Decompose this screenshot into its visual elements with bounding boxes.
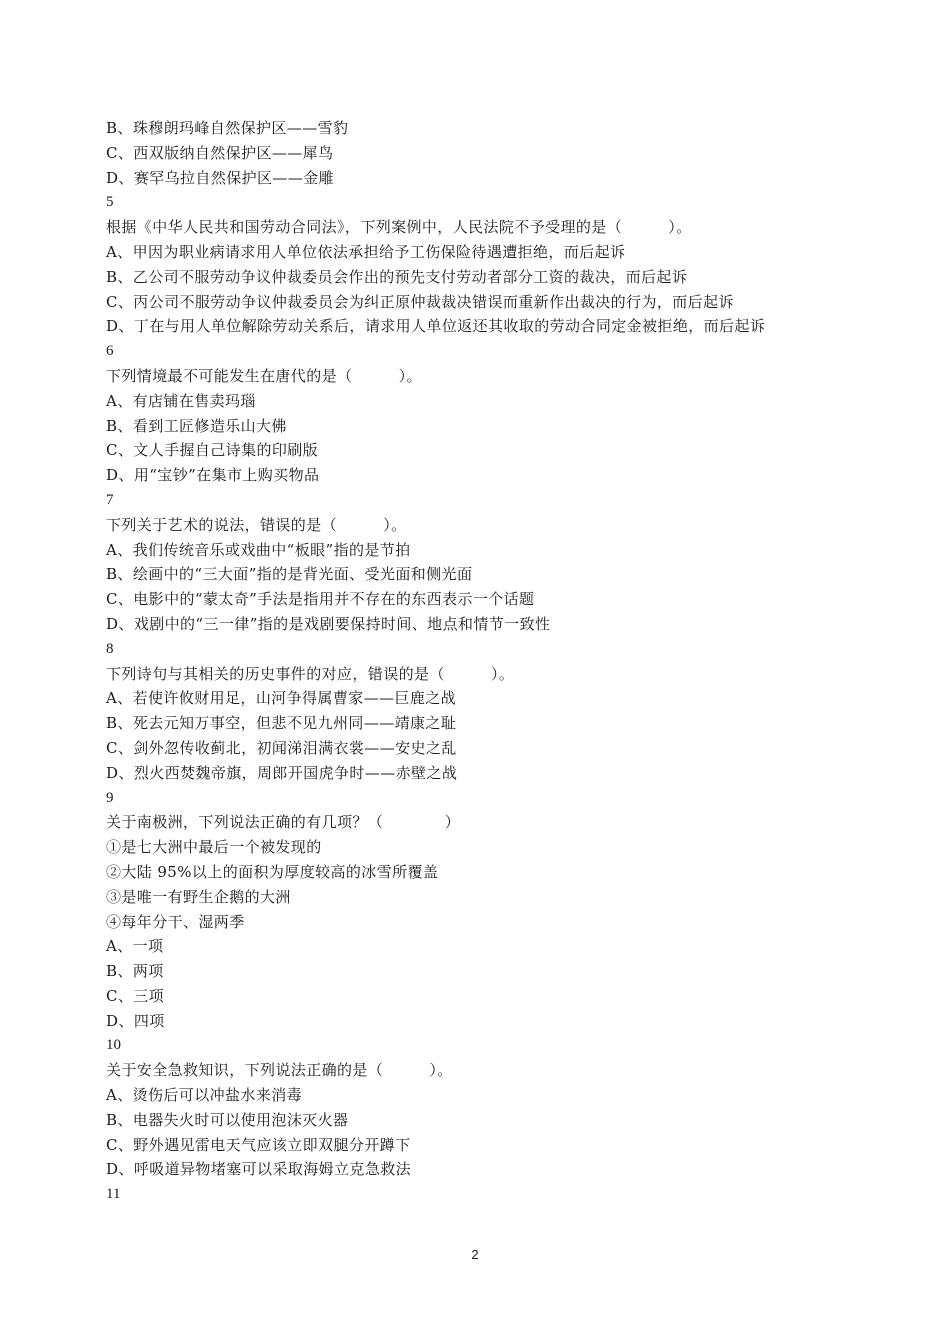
answer-option: A、烫伤后可以冲盐水来消毒: [106, 1086, 303, 1105]
question-number: 5: [106, 194, 114, 211]
answer-option: B、死去元知万事空，但悲不见九州同——靖康之耻: [106, 714, 457, 733]
answer-option: B、绘画中的“三大面”指的是背光面、受光面和侧光面: [106, 565, 473, 584]
question-number: 9: [106, 789, 114, 806]
answer-option: B、两项: [106, 962, 164, 981]
statement-item: ④每年分干、湿两季: [106, 912, 245, 931]
question-number: 8: [106, 640, 114, 657]
question-number: 11: [106, 1186, 121, 1203]
answer-option: C、文人手握自己诗集的印刷版: [106, 441, 319, 460]
statement-item: ③是唯一有野生企鹅的大洲: [106, 887, 291, 906]
answer-option: B、乙公司不服劳动争议仲裁委员会作出的预先支付劳动者部分工资的裁决，而后起诉: [106, 267, 688, 286]
answer-option: B、看到工匠修造乐山大佛: [106, 416, 287, 435]
question-number: 6: [106, 343, 114, 360]
question-stem: 关于安全急救知识，下列说法正确的是（ ）。: [106, 1061, 453, 1080]
statement-item: ①是七大洲中最后一个被发现的: [106, 838, 322, 857]
answer-option: D、四项: [106, 1011, 165, 1030]
answer-option: D、用“宝钞”在集市上购买物品: [106, 466, 320, 485]
answer-option: C、剑外忽传收蓟北，初闻涕泪满衣裳——安史之乱: [106, 738, 457, 757]
answer-option: A、有店铺在售卖玛瑙: [106, 391, 256, 410]
answer-option: A、一项: [106, 937, 164, 956]
question-stem: 下列情境最不可能发生在唐代的是（ ）。: [106, 366, 422, 385]
question-stem: 下列诗句与其相关的历史事件的对应，错误的是（ ）。: [106, 664, 515, 683]
answer-option: C、三项: [106, 986, 165, 1005]
question-number: 10: [106, 1037, 121, 1054]
question-stem: 关于南极洲，下列说法正确的有几项？（ ）: [106, 813, 461, 832]
answer-option: D、赛罕乌拉自然保护区——金雕: [106, 168, 335, 187]
page-body: [106, 116, 906, 1207]
question-number: 7: [106, 491, 114, 508]
statement-item: ②大陆 95%以上的面积为厚度较高的冰雪所覆盖: [106, 862, 439, 881]
answer-option: A、若使许攸财用足，山河争得属曹家——巨鹿之战: [106, 689, 457, 708]
answer-option: A、甲因为职业病请求用人单位依法承担给予工伤保险待遇遭拒绝，而后起诉: [106, 242, 626, 261]
answer-option: C、丙公司不服劳动争议仲裁委员会为纠正原仲裁裁决错误而重新作出裁决的行为，而后起诉: [106, 292, 734, 311]
answer-option: D、烈火西焚魏帝旗，周郎开国虎争时——赤壁之战: [106, 763, 458, 782]
question-stem: 下列关于艺术的说法，错误的是（ ）。: [106, 515, 407, 534]
answer-option: C、电影中的“蒙太奇”手法是指用并不存在的东西表示一个话题: [106, 590, 535, 609]
answer-option: C、野外遇见雷电天气应该立即双腿分开蹲下: [106, 1135, 411, 1154]
answer-option: C、西双版纳自然保护区——犀鸟: [106, 143, 334, 162]
answer-option: D、丁在与用人单位解除劳动关系后，请求用人单位返还其收取的劳动合同定金被拒绝，而后起诉: [106, 317, 766, 336]
answer-option: B、珠穆朗玛峰自然保护区——雪豹: [106, 119, 349, 137]
page-number: 2: [471, 1247, 479, 1262]
answer-option: A、我们传统音乐或戏曲中“板眼”指的是节拍: [106, 540, 411, 559]
answer-option: D、呼吸道异物堵塞可以采取海姆立克急救法: [106, 1160, 412, 1179]
question-stem: 根据《中华人民共和国劳动合同法》，下列案例中，人民法院不予受理的是（ ）。: [106, 218, 692, 237]
answer-option: D、戏剧中的“三一律”指的是戏剧要保持时间、地点和情节一致性: [106, 614, 551, 633]
answer-option: B、电器失火时可以使用泡沫灭火器: [106, 1110, 349, 1129]
